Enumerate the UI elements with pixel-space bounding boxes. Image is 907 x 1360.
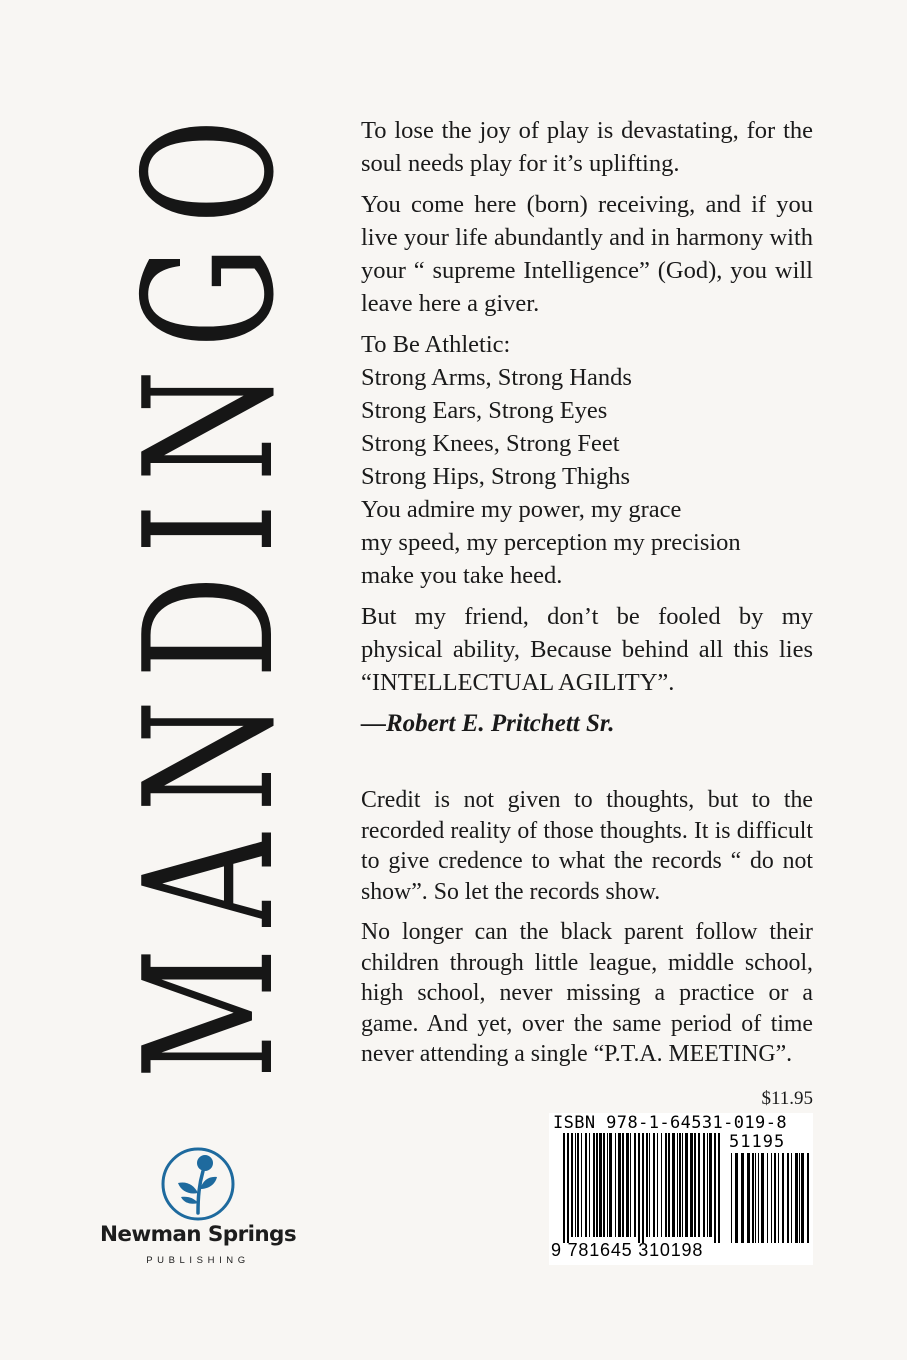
poem-line: my speed, my perception my precision [361, 529, 741, 556]
poem-line: To Be Athletic: [361, 331, 511, 358]
publisher-subtitle: PUBLISHING [146, 1255, 250, 1266]
spine-title [106, 97, 313, 1079]
poem-line: Strong Knees, Strong Feet [361, 430, 620, 457]
blurb-paragraph-2: You come here (born) receiving, and if you live your life abundantly and in harmony with your “ supreme Intelligence” (God), you will leave here a giver. [361, 191, 813, 317]
addon-digits: 51195 [729, 1132, 786, 1152]
poem-line: You admire my power, my grace [361, 496, 682, 523]
poem-line: make you take heed. [361, 562, 563, 589]
back-cover-blurb [361, 114, 813, 740]
poem-line: Strong Arms, Strong Hands [361, 364, 632, 391]
back-cover-blurb-2 [361, 785, 813, 1080]
barcode-bars [549, 1133, 813, 1243]
isbn-barcode [549, 1113, 813, 1265]
poem-line: Strong Hips, Strong Thighs [361, 463, 631, 490]
price-label: $11.95 [761, 1088, 813, 1109]
poem-line: Strong Ears, Strong Eyes [361, 397, 608, 424]
author-attribution: —Robert E. Pritchett Sr. [361, 710, 615, 737]
blurb2-paragraph-2: No longer can the black parent follow their children through little league, middle school, high school, never missing a practice or a game. And yet, over the same period of time never attending a single “P.T.A. MEETING”. [361, 919, 813, 1067]
blurb-paragraph-1: To lose the joy of play is devastating, for the soul needs play for it’s uplifting. [361, 117, 813, 177]
spine-title-text: MANDINGO [106, 97, 313, 1079]
blurb2-paragraph-1: Credit is not given to thoughts, but to the recorded reality of those thoughts. It is difficult to give credence to what the records “ do not show”. So let the records show. [361, 787, 813, 905]
publisher-name: Newman Springs [99, 1222, 297, 1247]
blurb-paragraph-3: But my friend, don’t be fooled by my physical ability, Because behind all this lies “INTELLECTUAL AGILITY”. [361, 603, 813, 696]
isbn-label: ISBN 978-1-64531-019-8 [553, 1113, 787, 1133]
sprout-logo-icon [159, 1145, 237, 1223]
ean-digits: 9 781645 310198 [551, 1240, 704, 1260]
poem [361, 328, 813, 592]
